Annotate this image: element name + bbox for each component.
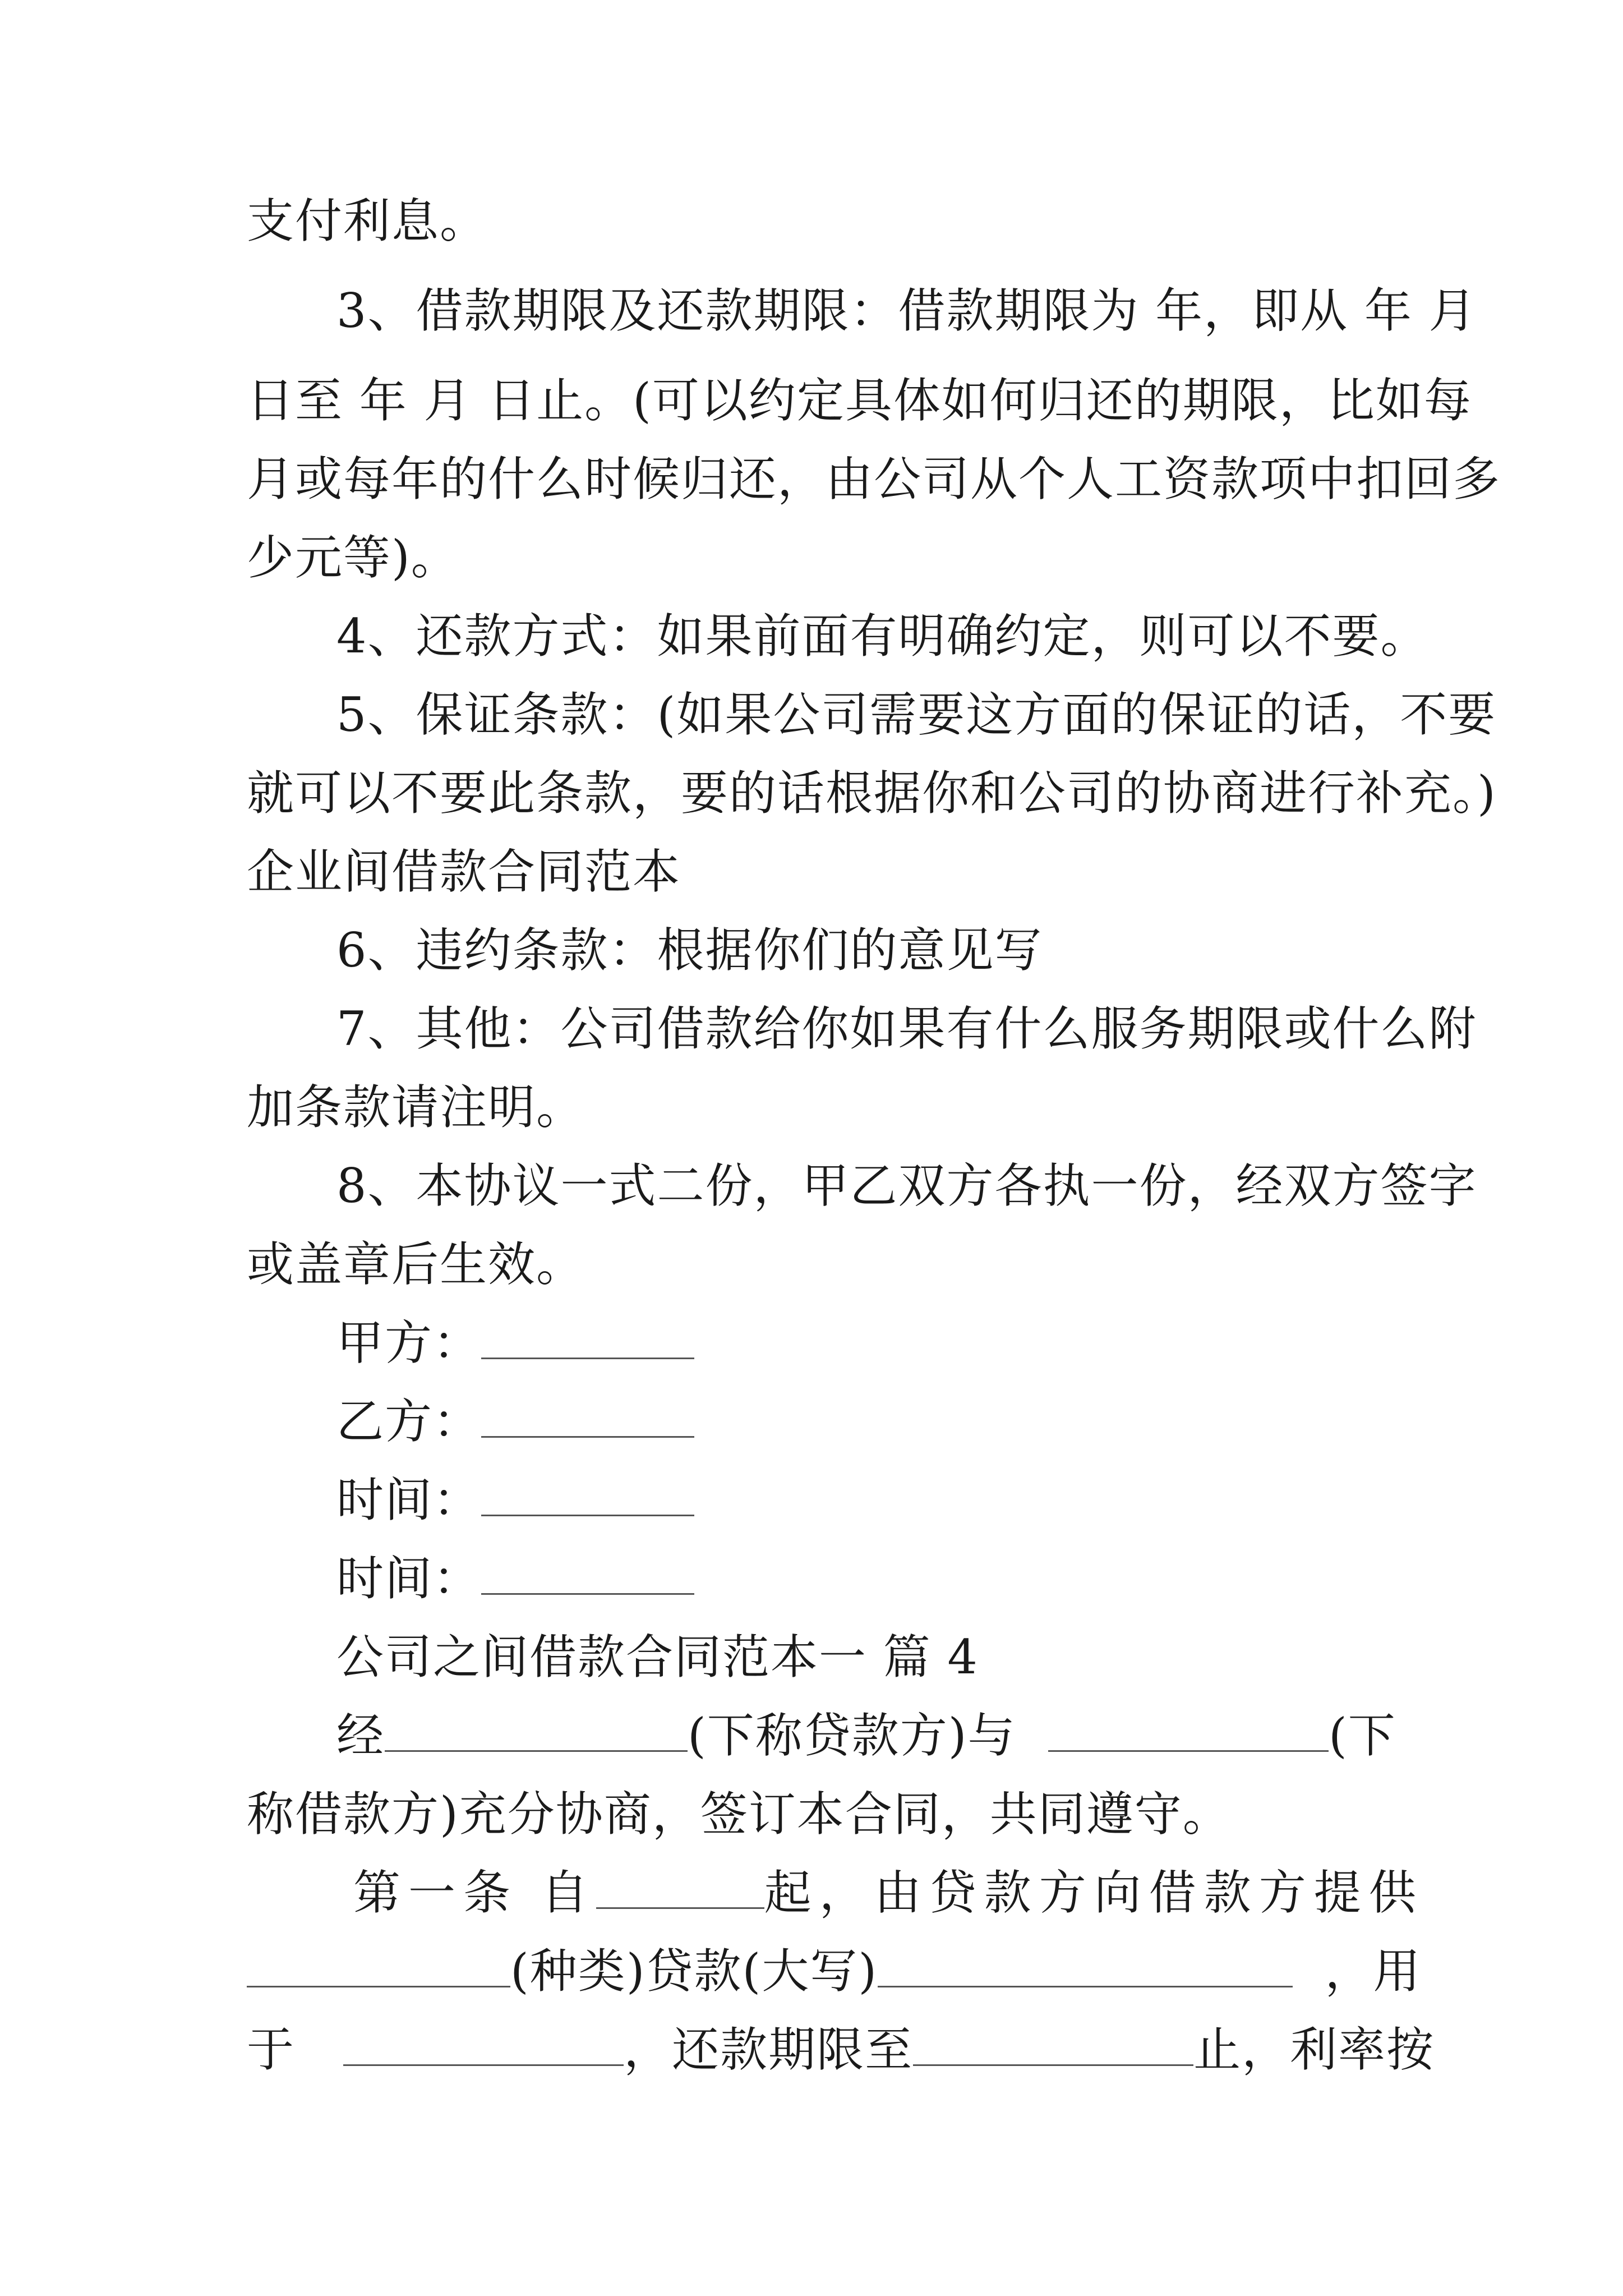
purpose-blank[interactable] — [343, 2025, 624, 2066]
text-line — [336, 1696, 1396, 1775]
text-fragment: ，还款期限至 — [624, 2022, 914, 2077]
signature-blank[interactable] — [481, 1475, 694, 1516]
text-fragment: 经 — [336, 1708, 385, 1763]
text-line: 月或每年的什么时候归还，由公司从个人工资款项中扣回多 — [247, 452, 1501, 507]
text-line — [353, 1853, 1424, 1932]
signature-label: 时间： — [336, 1551, 482, 1606]
due-date-blank[interactable] — [913, 2025, 1193, 2066]
text-line: 就可以不要此条款，要的话根据你和公司的协商进行补充。) — [247, 766, 1497, 821]
text-fragment: 第一条 自 — [353, 1865, 596, 1920]
signature-label: 时间： — [336, 1473, 482, 1527]
lender-blank[interactable] — [385, 1711, 688, 1752]
signature-line-time — [336, 1539, 1009, 1618]
text-fragment: (下 — [1328, 1708, 1396, 1763]
text-line — [247, 2010, 1435, 2089]
text-line: 企业间借款合同范本 — [247, 844, 681, 899]
signature-blank[interactable] — [481, 1397, 694, 1438]
text-line: 称借款方)充分协商，签订本合同，共同遵守。 — [247, 1787, 1231, 1842]
text-line: 支付利息。 — [247, 194, 488, 249]
signature-label: 甲方： — [336, 1315, 482, 1370]
text-line: 4、还款方式：如果前面有明确约定，则可以不要。 — [336, 609, 1429, 664]
text-fragment: (种类)贷款(大写) — [510, 1944, 878, 1999]
text-fragment: 起，由贷款方向借款方提供 — [764, 1865, 1424, 1920]
text-line: 6、违约条款：根据你们的意见写 — [336, 923, 1043, 978]
signature-label: 乙方： — [336, 1394, 482, 1449]
text-line: 5、保证条款：(如果公司需要这方面的保证的话，不要 — [336, 687, 1497, 742]
text-line: 加条款请注明。 — [247, 1080, 585, 1135]
signature-blank[interactable] — [481, 1318, 694, 1359]
start-date-blank[interactable] — [596, 1868, 764, 1909]
borrower-blank[interactable] — [1048, 1711, 1329, 1752]
section-heading: 公司之间借款合同范本一 篇 4 — [336, 1630, 979, 1685]
text-fragment: 止，利率按 — [1193, 2022, 1435, 2077]
signature-line-party-b — [336, 1382, 1009, 1461]
text-line: 8、本协议一式二份，甲乙双方各执一份，经双方签字 — [336, 1158, 1477, 1213]
text-fragment: 于 — [247, 2022, 296, 2077]
signature-line-time — [336, 1461, 1009, 1539]
text-line: 少元等)。 — [247, 530, 459, 585]
text-line: 或盖章后生效。 — [247, 1237, 585, 1292]
text-fragment: ，用 — [1325, 1944, 1422, 1999]
text-line: 3、借款期限及还款期限：借款期限为 年，即从 年 月 — [336, 283, 1477, 338]
text-line: 7、其他：公司借款给你如果有什么服务期限或什么附 — [336, 1001, 1477, 1056]
signature-line-party-a — [336, 1304, 1009, 1382]
text-fragment: (下称贷款方)与 — [688, 1708, 1016, 1763]
signature-blank[interactable] — [481, 1554, 694, 1595]
text-line: 日至 年 月 日止。(可以约定具体如何归还的期限，比如每 — [247, 373, 1472, 428]
loan-type-blank[interactable] — [247, 1947, 510, 1987]
text-line — [247, 1932, 1422, 2010]
amount-blank[interactable] — [878, 1947, 1293, 1987]
